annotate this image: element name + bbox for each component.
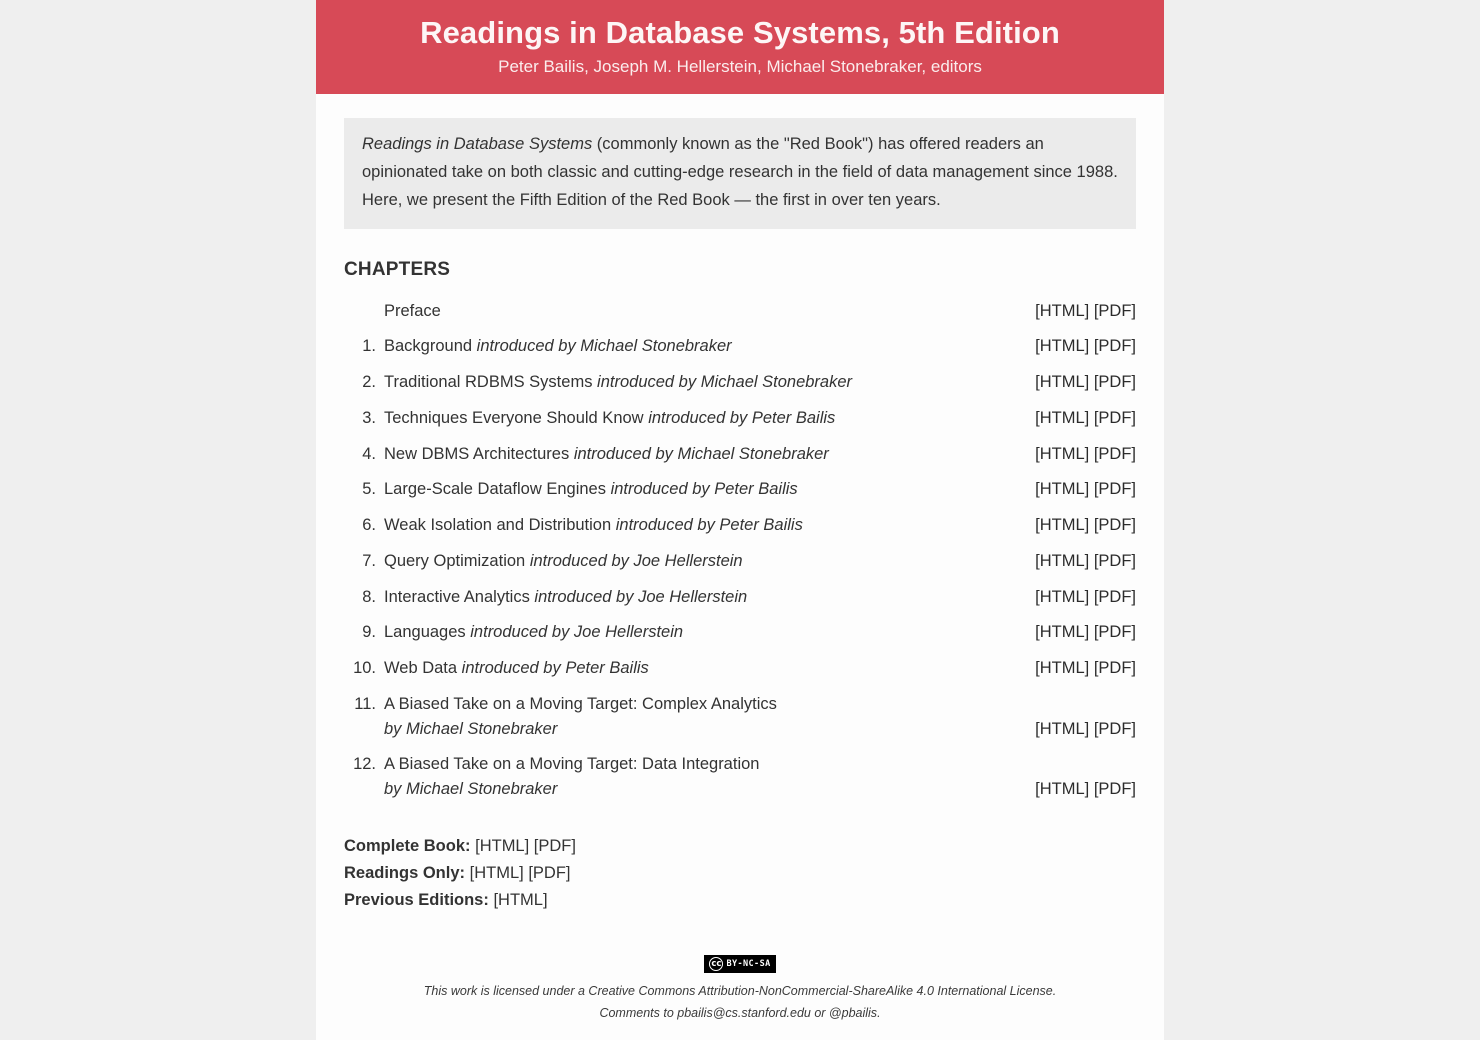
chapter-number: 11. xyxy=(354,694,376,713)
download-pdf-link[interactable]: [PDF] xyxy=(533,836,576,855)
chapter-html-link[interactable]: [HTML] xyxy=(1035,337,1090,356)
chapter-row xyxy=(344,746,1136,807)
chapter-list xyxy=(344,293,1136,807)
chapter-byline: by Michael Stonebraker xyxy=(384,719,558,738)
download-label: Previous Editions: xyxy=(344,891,489,910)
chapter-links xyxy=(1018,299,1136,324)
chapter-links xyxy=(1018,442,1136,467)
license-prefix-text: This work is licensed under a xyxy=(423,983,589,998)
chapter-number: 3. xyxy=(362,408,376,427)
chapter-byline: by Michael Stonebraker xyxy=(384,780,558,799)
chapter-title xyxy=(384,442,1018,467)
chapter-title xyxy=(384,656,1018,681)
chapter-title xyxy=(384,370,1018,395)
chapter-number: 6. xyxy=(362,516,376,535)
chapter-row xyxy=(344,400,1136,436)
comments-prefix-text: Comments to xyxy=(599,1005,678,1020)
chapter-html-link[interactable]: [HTML] xyxy=(1035,444,1090,463)
chapter-title xyxy=(384,334,1018,359)
intro-blockquote xyxy=(344,118,1136,229)
download-row xyxy=(344,833,1136,860)
chapter-pdf-link[interactable]: [PDF] xyxy=(1093,780,1136,799)
download-html-link[interactable]: [HTML] xyxy=(493,891,548,910)
chapter-pdf-link[interactable]: [PDF] xyxy=(1093,444,1136,463)
editors-subtitle: Peter Bailis, Joseph M. Hellerstein, Michael Stonebraker, editors xyxy=(498,57,982,77)
license-suffix-text: . xyxy=(1052,983,1057,998)
chapter-links xyxy=(1018,777,1136,802)
download-row xyxy=(344,860,1136,887)
chapter-row xyxy=(344,507,1136,543)
chapter-row xyxy=(344,686,1136,747)
content-card xyxy=(316,94,1164,1040)
chapter-links xyxy=(1018,717,1136,742)
chapters-heading: CHAPTERS xyxy=(344,258,451,280)
chapter-pdf-link[interactable]: [PDF] xyxy=(1093,480,1136,499)
chapter-number: 9. xyxy=(362,623,376,642)
chapter-pdf-link[interactable]: [PDF] xyxy=(1093,719,1136,738)
chapter-links xyxy=(1018,549,1136,574)
chapter-row xyxy=(344,543,1136,579)
page-container xyxy=(316,0,1164,1040)
chapter-pdf-link[interactable]: [PDF] xyxy=(1093,373,1136,392)
chapter-links xyxy=(1018,477,1136,502)
chapter-number: 4. xyxy=(362,444,376,463)
chapter-title-text: New DBMS Architectures xyxy=(384,444,570,463)
chapter-byline: introduced by Peter Bailis xyxy=(648,408,836,427)
chapter-title-text: Techniques Everyone Should Know xyxy=(384,408,644,427)
license-statement xyxy=(344,982,1136,1001)
chapter-title xyxy=(384,477,1018,502)
chapter-links xyxy=(1018,513,1136,538)
chapter-html-link[interactable]: [HTML] xyxy=(1035,480,1090,499)
chapter-html-link[interactable]: [HTML] xyxy=(1035,551,1090,570)
chapter-row xyxy=(344,436,1136,472)
license-link[interactable]: Creative Commons Attribution-NonCommercial-ShareAlike 4.0 International License xyxy=(588,983,1053,998)
chapter-title xyxy=(384,620,1018,645)
downloads-section xyxy=(344,833,1136,915)
chapter-number: 7. xyxy=(362,551,376,570)
chapter-title-text: Web Data xyxy=(384,659,458,678)
chapter-row xyxy=(344,650,1136,686)
creative-commons-badge-icon[interactable] xyxy=(704,955,775,973)
chapter-row xyxy=(344,614,1136,650)
page-footer xyxy=(344,955,1136,1023)
chapter-title xyxy=(384,299,1018,324)
comments-statement xyxy=(344,1004,1136,1023)
chapter-title-text: Traditional RDBMS Systems xyxy=(384,373,593,392)
chapter-links xyxy=(1018,406,1136,431)
chapter-html-link[interactable]: [HTML] xyxy=(1035,719,1090,738)
site-masthead xyxy=(316,0,1164,94)
chapter-title xyxy=(384,585,1018,610)
chapter-byline: introduced by Michael Stonebraker xyxy=(573,444,829,463)
intro-body-text: (commonly known as the "Red Book") has offered readers an opinionated take on both classic and cutting-edge research in the field of data management since 1988. Here, we present the Fifth Edition of the Red Book — the first in over ten years. xyxy=(362,134,1118,210)
chapter-pdf-link[interactable]: [PDF] xyxy=(1093,337,1136,356)
chapter-title-text: Interactive Analytics xyxy=(384,587,530,606)
chapter-html-link[interactable]: [HTML] xyxy=(1035,408,1090,427)
chapter-number: 1. xyxy=(362,337,376,356)
chapter-byline: introduced by Joe Hellerstein xyxy=(534,587,748,606)
chapter-html-link[interactable]: [HTML] xyxy=(1035,516,1090,535)
chapter-number: 12. xyxy=(353,755,376,774)
chapter-title-text: Preface xyxy=(384,301,441,320)
chapter-title xyxy=(384,692,1018,742)
chapter-row xyxy=(344,579,1136,615)
comments-middle-text: or xyxy=(810,1005,829,1020)
chapter-title-text: Weak Isolation and Distribution xyxy=(384,516,612,535)
download-html-link[interactable]: [HTML] xyxy=(475,836,530,855)
cc-terms-label: BY-NC-SA xyxy=(726,958,771,969)
chapter-title xyxy=(384,406,1018,431)
chapter-byline: introduced by Peter Bailis xyxy=(461,659,649,678)
intro-book-title: Readings in Database Systems xyxy=(362,134,593,153)
chapter-pdf-link[interactable]: [PDF] xyxy=(1093,551,1136,570)
chapter-pdf-link[interactable]: [PDF] xyxy=(1093,659,1136,678)
chapter-number: 8. xyxy=(362,587,376,606)
download-pdf-link[interactable]: [PDF] xyxy=(528,864,571,883)
chapter-number: 2. xyxy=(362,373,376,392)
chapter-byline: introduced by Joe Hellerstein xyxy=(529,551,743,570)
chapter-html-link[interactable]: [HTML] xyxy=(1035,373,1090,392)
chapter-row xyxy=(344,293,1136,329)
twitter-handle-link[interactable]: @pbailis xyxy=(828,1005,878,1020)
chapter-links xyxy=(1018,656,1136,681)
contact-email-link[interactable]: pbailis@cs.stanford.edu xyxy=(677,1005,811,1020)
chapter-pdf-link[interactable]: [PDF] xyxy=(1093,623,1136,642)
chapter-pdf-link[interactable]: [PDF] xyxy=(1093,408,1136,427)
chapter-title xyxy=(384,513,1018,538)
chapter-byline: introduced by Michael Stonebraker xyxy=(476,337,732,356)
cc-logo-icon: cc xyxy=(711,958,722,969)
chapter-title-text: Languages xyxy=(384,623,466,642)
chapter-row xyxy=(344,328,1136,364)
chapter-html-link[interactable]: [HTML] xyxy=(1035,587,1090,606)
chapter-pdf-link[interactable]: [PDF] xyxy=(1093,301,1136,320)
chapter-links xyxy=(1018,334,1136,359)
chapter-pdf-link[interactable]: [PDF] xyxy=(1093,516,1136,535)
chapter-title xyxy=(384,549,1018,574)
chapter-pdf-link[interactable]: [PDF] xyxy=(1093,587,1136,606)
download-html-link[interactable]: [HTML] xyxy=(469,864,524,883)
chapter-links xyxy=(1018,370,1136,395)
chapter-row xyxy=(344,471,1136,507)
chapter-title-text: A Biased Take on a Moving Target: Complex Analytics xyxy=(384,694,777,713)
page-title: Readings in Database Systems, 5th Edition xyxy=(420,15,1060,50)
chapter-title-text: Large-Scale Dataflow Engines xyxy=(384,480,606,499)
chapter-number: 10. xyxy=(353,659,376,678)
chapter-html-link[interactable]: [HTML] xyxy=(1035,301,1090,320)
download-label: Readings Only: xyxy=(344,864,466,883)
chapter-html-link[interactable]: [HTML] xyxy=(1035,780,1090,799)
chapter-links xyxy=(1018,620,1136,645)
download-row xyxy=(344,887,1136,914)
chapter-title-text: Query Optimization xyxy=(384,551,526,570)
chapter-html-link[interactable]: [HTML] xyxy=(1035,623,1090,642)
download-label: Complete Book: xyxy=(344,836,471,855)
chapter-html-link[interactable]: [HTML] xyxy=(1035,659,1090,678)
chapter-byline: introduced by Joe Hellerstein xyxy=(470,623,684,642)
chapter-title xyxy=(384,752,1018,802)
chapter-title-text: Background xyxy=(384,337,473,356)
chapter-byline: introduced by Peter Bailis xyxy=(615,516,803,535)
chapter-row xyxy=(344,364,1136,400)
chapter-number: 5. xyxy=(362,480,376,499)
comments-suffix-text: . xyxy=(877,1005,881,1020)
chapter-byline: introduced by Michael Stonebraker xyxy=(597,373,853,392)
chapter-title-text: A Biased Take on a Moving Target: Data Integration xyxy=(384,755,760,774)
chapter-byline: introduced by Peter Bailis xyxy=(610,480,798,499)
chapter-links xyxy=(1018,585,1136,610)
